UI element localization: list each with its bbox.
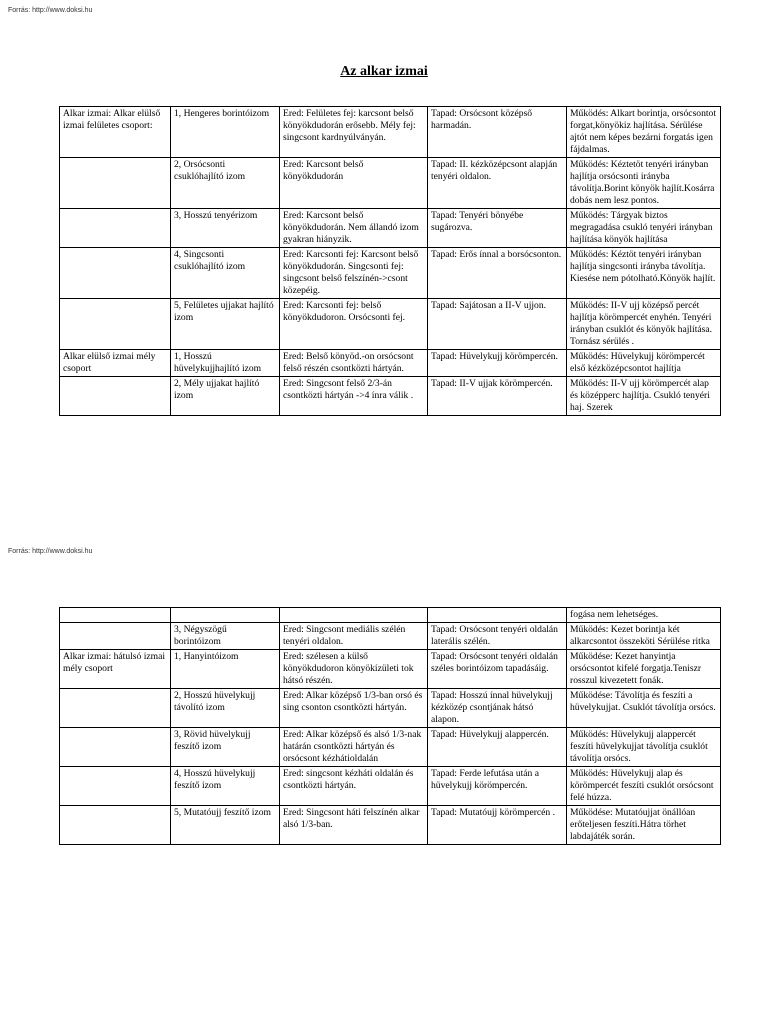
- function-cell: Működés: Kéztetöt tenyéri irányban hajlítja orsócsonti irányba távolítja.Borint könyök hajlít.Kosárra dobás nem lesz pontos.: [567, 158, 721, 209]
- insertion-cell: Tapad: Hosszú ínnal hüvelykujj kézközép csontjának hátsó alapon.: [428, 689, 567, 728]
- muscle-name-cell: 1, Hanyintóizom: [171, 650, 280, 689]
- muscle-group-cell: [60, 728, 171, 767]
- insertion-cell: Tapad: II. kézközépcsont alapján tenyéri oldalon.: [428, 158, 567, 209]
- insertion-cell: Tapad: Orsócsont középső harmadán.: [428, 107, 567, 158]
- muscle-group-cell: [60, 299, 171, 350]
- table-row: [60, 377, 721, 416]
- muscle-group-cell: [60, 158, 171, 209]
- muscle-group-cell: [60, 767, 171, 806]
- muscle-name-cell: 2, Hosszú hüvelykujj távolító izom: [171, 689, 280, 728]
- muscle-table-2: [59, 607, 721, 845]
- insertion-cell: Tapad: Tenyéri bönyébe sugározva.: [428, 209, 567, 248]
- insertion-cell: [428, 608, 567, 623]
- muscle-group-cell: [60, 248, 171, 299]
- insertion-cell: Tapad: II-V ujjak körömpercén.: [428, 377, 567, 416]
- function-cell: Működése: Kezet hanyintja orsócsontot kifelé forgatja.Teniszr rosszul kivezetett fonák.: [567, 650, 721, 689]
- insertion-cell: Tapad: Ferde lefutása után a hüvelykujj körömpercén.: [428, 767, 567, 806]
- origin-cell: Ered: szélesen a külső könyökdudoron könyökízületi tok hátsó részén.: [280, 650, 428, 689]
- muscle-name-cell: [171, 608, 280, 623]
- function-cell: Működés: II-V ujj középső percét hajlítja körömpercét enyhén. Tenyéri irányban csuklót és könyök hajlítása. Tornász sérülés .: [567, 299, 721, 350]
- function-cell: Működés: II-V ujj körömpercét alap és középperc hajlítja. Csukló tenyéri haj. Szerek: [567, 377, 721, 416]
- table-row: [60, 767, 721, 806]
- muscle-name-cell: 3, Hosszú tenyérizom: [171, 209, 280, 248]
- origin-cell: Ered: Karcsonti fej: Karcsont belső könyökdudorán. Singcsonti fej: singcsont belső felszínén->csont közepéig.: [280, 248, 428, 299]
- muscle-name-cell: 1, Hosszú hüvelykujjhajlító izom: [171, 350, 280, 377]
- table-row: [60, 806, 721, 845]
- muscle-group-cell: [60, 608, 171, 623]
- table-row: [60, 650, 721, 689]
- origin-cell: Ered: Alkar középső 1/3-ban orsó és sing csonton csontközti hártyán.: [280, 689, 428, 728]
- table-row: [60, 728, 721, 767]
- muscle-name-cell: 2, Mély ujjakat hajlító izom: [171, 377, 280, 416]
- table-row: [60, 209, 721, 248]
- muscle-group-cell: Alkar izmai: Alkar elülső izmai felületes csoport:: [60, 107, 171, 158]
- source-note-bottom: Forrás: http://www.doksi.hu: [8, 548, 93, 555]
- muscle-name-cell: 3, Rövid hüvelykujj feszítő izom: [171, 728, 280, 767]
- insertion-cell: Tapad: Erős ínnal a borsócsonton.: [428, 248, 567, 299]
- muscle-group-cell: [60, 689, 171, 728]
- origin-cell: Ered: Belső könyöd.-on orsócsont felső részén csontközti hártyán.: [280, 350, 428, 377]
- muscle-group-cell: [60, 623, 171, 650]
- function-cell: Működés: Kéztöt tenyéri irányban hajlítja singcsonti irányba távolítja. Kiesése nem pótolható.Könyök hajlít.: [567, 248, 721, 299]
- muscle-group-cell: Alkar izmai: hátulsó izmai mély csoport: [60, 650, 171, 689]
- muscle-table-1-body: [60, 107, 721, 416]
- origin-cell: [280, 608, 428, 623]
- muscle-name-cell: 1, Hengeres borintóizom: [171, 107, 280, 158]
- insertion-cell: Tapad: Hüvelykujj körömpercén.: [428, 350, 567, 377]
- page-title: Az alkar izmai: [340, 64, 428, 79]
- muscle-table-1: [59, 106, 721, 416]
- table-row: [60, 248, 721, 299]
- origin-cell: Ered: Singcsont felső 2/3-án csontközti hártyán ->4 ínra válik .: [280, 377, 428, 416]
- muscle-name-cell: 5, Mutatóujj feszítő izom: [171, 806, 280, 845]
- table-row: [60, 158, 721, 209]
- muscle-name-cell: 4, Singcsonti csuklóhajlító izom: [171, 248, 280, 299]
- origin-cell: Ered: Felületes fej: karcsont belső könyökdudorán erősebb. Mély fej: singcsont kardnyúlványán.: [280, 107, 428, 158]
- function-cell: Működése: Mutatóujjat önállóan erőteljesen feszíti.Hátra törhet labdajáték során.: [567, 806, 721, 845]
- muscle-group-cell: Alkar elülső izmai mély csoport: [60, 350, 171, 377]
- origin-cell: Ered: singcsont kézháti oldalán és csontközti hártyán.: [280, 767, 428, 806]
- function-cell: Működése: Távolítja és feszíti a hüvelykujjat. Csuklót távolítja orsócs.: [567, 689, 721, 728]
- function-cell: Működés: Alkart borintja, orsócsontot forgat,könyökiz hajlítása. Sérülése ajtót nem képes bezárni forgatás igen fájdalmas.: [567, 107, 721, 158]
- function-cell: Működés: Kezet borintja két alkarcsontot összeköti Sérülése ritka: [567, 623, 721, 650]
- muscle-name-cell: 2, Orsócsonti csuklóhajlító izom: [171, 158, 280, 209]
- source-note-top: Forrás: http://www.doksi.hu: [8, 7, 93, 14]
- table-row: [60, 689, 721, 728]
- muscle-name-cell: 5, Felületes ujjakat hajlító izom: [171, 299, 280, 350]
- insertion-cell: Tapad: Hüvelykujj alappercén.: [428, 728, 567, 767]
- function-cell: Működés: Hüvelykujj alap és körömpercét feszíti csuklót orsócsont felé húzza.: [567, 767, 721, 806]
- origin-cell: Ered: Karcsonti fej: belső könyökdudoron. Orsócsonti fej.: [280, 299, 428, 350]
- origin-cell: Ered: Karcsont belső könyökdudorán: [280, 158, 428, 209]
- function-cell: fogása nem lehetséges.: [567, 608, 721, 623]
- muscle-group-cell: [60, 806, 171, 845]
- table-row: [60, 350, 721, 377]
- table-row: [60, 107, 721, 158]
- insertion-cell: Tapad: Orsócsont tenyéri oldalán széles borintóizom tapadásáig.: [428, 650, 567, 689]
- insertion-cell: Tapad: Sajátosan a II-V ujjon.: [428, 299, 567, 350]
- insertion-cell: Tapad: Mutatóujj körömpercén .: [428, 806, 567, 845]
- muscle-name-cell: 3, Négyszögű borintóizom: [171, 623, 280, 650]
- table-row: [60, 608, 721, 623]
- origin-cell: Ered: Alkar középső és alsó 1/3-nak határán csontközti hártyán és orsócsont kézhátioldalán: [280, 728, 428, 767]
- origin-cell: Ered: Singcsont háti felszínén alkar alsó 1/3-ban.: [280, 806, 428, 845]
- muscle-group-cell: [60, 209, 171, 248]
- insertion-cell: Tapad: Orsócsont tenyéri oldalán laterális szélén.: [428, 623, 567, 650]
- muscle-table-2-body: [60, 608, 721, 845]
- function-cell: Működés: Tárgyak biztos megragadása csukló tenyéri irányban hajlítása könyök hajlítása: [567, 209, 721, 248]
- origin-cell: Ered: Karcsont belső könyökdudorán. Nem állandó izom gyakran hiányzik.: [280, 209, 428, 248]
- origin-cell: Ered: Singcsont mediális szélén tenyéri oldalon.: [280, 623, 428, 650]
- table-row: [60, 299, 721, 350]
- function-cell: Működés: Hüvelykujj alappercét feszíti hüvelykujjat távolítja csuklót távolítja orsócs.: [567, 728, 721, 767]
- muscle-group-cell: [60, 377, 171, 416]
- muscle-name-cell: 4, Hosszú hüvelykujj feszítő izom: [171, 767, 280, 806]
- function-cell: Működés: Hüvelykujj körömpercét első kézközépcsontot hajlítja: [567, 350, 721, 377]
- table-row: [60, 623, 721, 650]
